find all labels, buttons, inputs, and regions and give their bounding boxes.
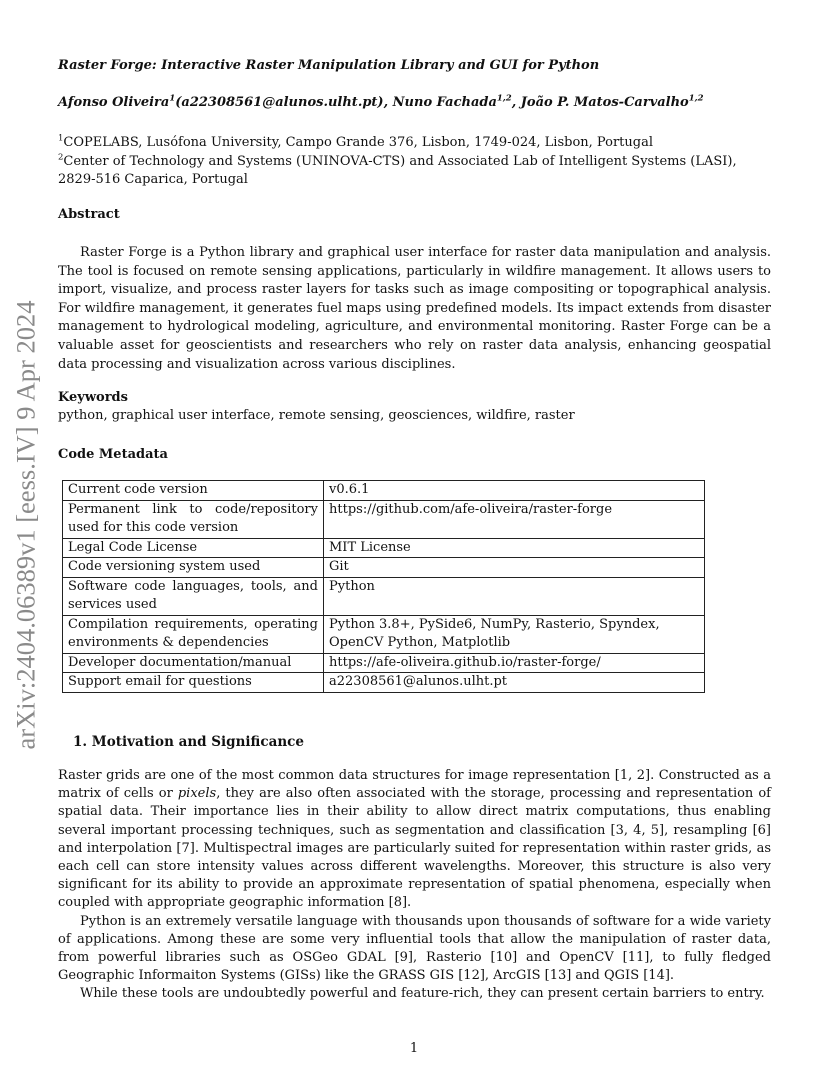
author-separator: ,	[383, 95, 393, 110]
metadata-value: Python	[324, 577, 705, 615]
author-affil-mark: 1,2	[496, 93, 512, 104]
paragraph: While these tools are undoubtedly powerful and feature-rich, they can present certain barriers to entry.	[80, 986, 765, 1002]
metadata-value: MIT License	[324, 538, 705, 558]
author-list	[58, 95, 704, 110]
affil-mark: 2	[58, 152, 64, 163]
affil-mark: 1	[58, 133, 64, 144]
metadata-key: Developer documentation/manual	[63, 653, 324, 673]
affiliations	[58, 134, 771, 190]
author-name: João P. Matos-Carvalho	[520, 95, 689, 110]
metadata-row	[63, 615, 705, 653]
metadata-key: Code versioning system used	[63, 558, 324, 578]
abstract-text: Raster Forge is a Python library and graphical user interface for raster data manipulation and analysis. The tool is focused on remote sensing applications, particularly in wildfire management. It allows users to import, visualize, and process raster layers for tasks such as image compositing or topographical analysis. For wildfire management, it generates fuel maps using predefined models. Its impact extends from disaster management to hydrological modeling, agriculture, and environmental monitoring. Raster Forge can be a valuable asset for geoscientists and researchers who rely on raster data analysis, enhancing geospatial data processing and visualization across various disciplines.	[58, 245, 771, 372]
keywords-text: python, graphical user interface, remote sensing, geosciences, wildfire, raster	[58, 408, 575, 423]
emphasis-text: pixels	[177, 786, 217, 802]
metadata-value: a22308561@alunos.ulht.pt	[324, 673, 705, 693]
paragraph: Python is an extremely versatile language with thousands upon thousands of software for a wide variety of applications. Among these are some very influential tools that allow the manipulation of raster data, from powerful libraries such as OSGeo GDAL [9], Rasterio [10] and OpenCV [11], to fully fledged Geographic Informaiton Systems (GISs) like the GRASS GIS [12], ArcGIS [13] and QGIS [14].	[58, 913, 771, 984]
affil-text: Center of Technology and Systems (UNINOVA-CTS) and Associated Lab of Intelligent Systems (LASI), 2829-516 Caparica, Portugal	[58, 153, 737, 187]
metadata-key: Support email for questions	[63, 673, 324, 693]
affiliation	[58, 134, 771, 153]
metadata-row	[63, 577, 705, 615]
main-content	[58, 58, 771, 1002]
metadata-key: Software code languages, tools, and services used	[63, 577, 324, 615]
metadata-value: Python 3.8+, PySide6, NumPy, Rasterio, Spyndex, OpenCV Python, Matplotlib	[324, 615, 705, 653]
paragraph-text: Raster grids are one of the most common data structures for image representation [1, 2]. Constructed as a matrix of cells or	[58, 768, 771, 802]
metadata-value: v0.6.1	[324, 481, 705, 501]
author-email: (a22308561@alunos.ulht.pt)	[175, 95, 384, 110]
paragraph-text: , they are also often associated with the storage, processing and representation of spatial data. Their importance lies in their ability to allow direct matrix computations, thus enabling several important processing techniques, such as segmentation and classification [3, 4, 5], resampling [6] and interpolation [7]. Multispectral images are particularly suited for representation within raster grids, as each cell can store intensity values across different wavelengths. Moreover, this structure is also very significant for its ability to provide an approximate representation of spatial phenomena, especially when coupled with appropriate geographic information [8].	[58, 786, 771, 911]
affiliation	[58, 153, 771, 190]
arxiv-sidebar	[8, 290, 44, 760]
code-metadata-table	[62, 480, 705, 693]
author-name: Afonso Oliveira	[58, 95, 170, 110]
author-name: Nuno Fachada	[392, 95, 497, 110]
metadata-row	[63, 538, 705, 558]
metadata-key: Current code version	[63, 481, 324, 501]
metadata-key: Compilation requirements, operating environments & dependencies	[63, 615, 324, 653]
metadata-value: https://afe-oliveira.github.io/raster-forge/	[324, 653, 705, 673]
author-affil-mark: 1	[169, 93, 176, 104]
page-number: 1	[409, 1041, 419, 1056]
metadata-key: Permanent link to code/repository used for this code version	[63, 500, 324, 538]
paragraph	[58, 767, 771, 913]
author-affil-mark: 1,2	[688, 93, 704, 104]
metadata-key: Legal Code License	[63, 538, 324, 558]
metadata-row	[63, 500, 705, 538]
keywords-heading: Keywords	[58, 390, 128, 405]
metadata-row	[63, 653, 705, 673]
paper-title: Raster Forge: Interactive Raster Manipulation Library and GUI for Python	[58, 58, 600, 73]
section-body	[58, 767, 771, 1004]
author-separator: ,	[511, 95, 521, 110]
code-metadata-heading: Code Metadata	[58, 447, 168, 462]
metadata-row	[63, 481, 705, 501]
abstract-heading: Abstract	[58, 207, 120, 222]
arxiv-identifier: arXiv:2404.06389v1 [eess.IV] 9 Apr 2024	[10, 300, 41, 750]
metadata-row	[63, 558, 705, 578]
metadata-row	[63, 673, 705, 693]
metadata-value: Git	[324, 558, 705, 578]
metadata-value: https://github.com/afe-oliveira/raster-forge	[324, 500, 705, 538]
affil-text: COPELABS, Lusófona University, Campo Grande 376, Lisbon, 1749-024, Lisbon, Portugal	[63, 135, 654, 150]
section-heading: 1. Motivation and Significance	[73, 734, 304, 750]
